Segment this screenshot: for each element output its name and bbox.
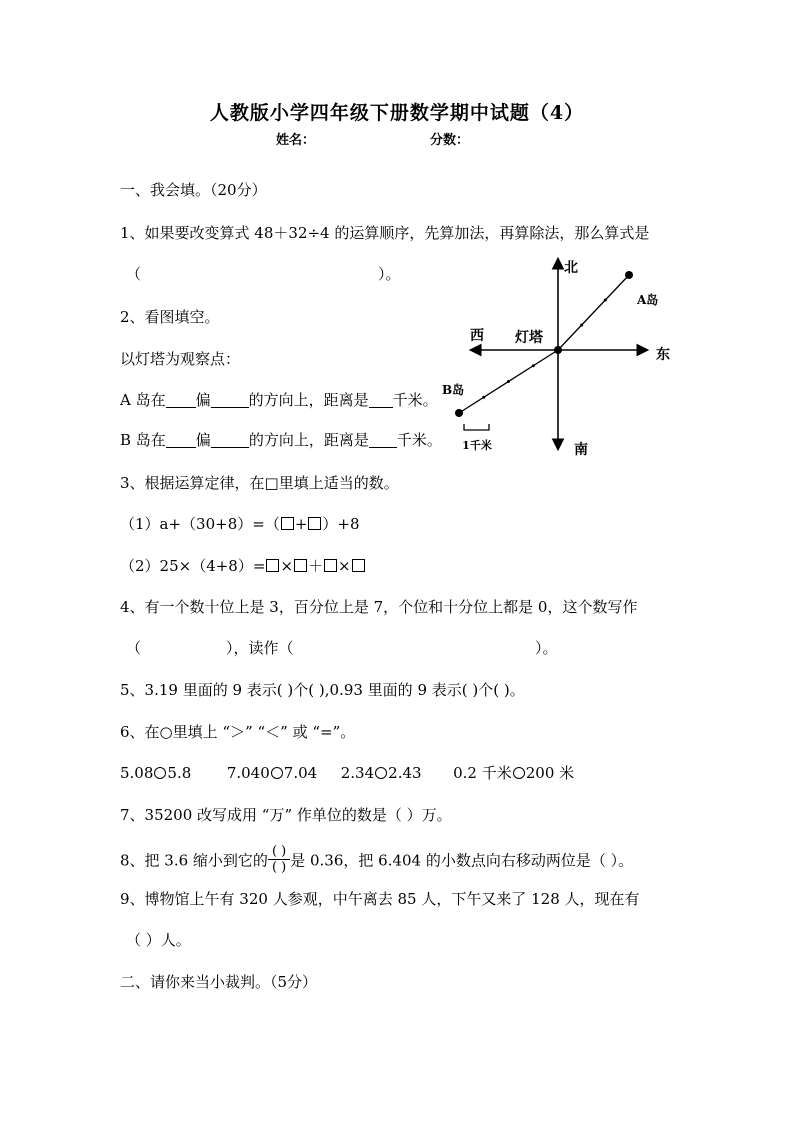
a-tick-2: [604, 299, 607, 302]
island-a-label: A岛: [637, 293, 659, 307]
q3-p1-plus: +: [294, 515, 308, 533]
q4-open: （: [126, 639, 142, 657]
q2-b-dir1-blank[interactable]: [166, 433, 196, 448]
q4-close: ）。: [535, 639, 558, 657]
q4-mid: ），读作（: [226, 639, 294, 657]
q3-p2-times2: ×: [338, 557, 351, 575]
compare-circle[interactable]: [375, 767, 387, 779]
q3-p1-end: ）+8: [322, 515, 360, 533]
answer-box[interactable]: [324, 559, 337, 572]
scale-bar: [464, 424, 489, 430]
q8-fraction-den[interactable]: ( ): [271, 860, 287, 875]
q4-text: 4、有一个数十位上是 3，百分位上是 7，个位和十分位上都是 0，这个数写作: [120, 598, 638, 616]
score-label: 分数：: [430, 133, 470, 148]
q1-text: 1、如果要改变算式 48＋32÷4 的运算顺序，先算加法，再算除法，那么算式是: [120, 224, 650, 242]
answer-box[interactable]: [281, 517, 294, 530]
lighthouse-point: [554, 346, 562, 354]
q6-comparisons: [120, 763, 574, 783]
q6-c3a: 2.34: [340, 764, 375, 782]
page-title: 人教版小学四年级下册数学期中试题（4）: [209, 102, 585, 124]
north-label: 北: [564, 260, 578, 276]
q3-part2: [120, 556, 366, 576]
q2-b-pian: 偏: [195, 431, 211, 449]
q7-text: 7、35200 改写成用 “万” 作单位的数是（ ）万。: [120, 806, 452, 824]
q8-fraction-num[interactable]: ( ): [268, 844, 290, 860]
q2-observation: 以灯塔为观察点：: [120, 350, 241, 368]
south-label: 南: [574, 442, 588, 458]
q9-answer: （ ）人。: [126, 931, 191, 949]
q2-text: 2、看图填空。: [120, 308, 220, 326]
q2-a-suffix: 千米。: [392, 391, 438, 409]
q9-text: 9、博物馆上午有 320 人参观，中午离去 85 人，下午又来了 128 人，现在有: [120, 890, 640, 908]
q8-prefix: 8、把 3.6 缩小到它的: [120, 851, 268, 870]
answer-box[interactable]: [294, 559, 307, 572]
q2-b-suffix: 千米。: [396, 431, 442, 449]
q3-p1-start: （1）a+（30+8）=（: [120, 515, 280, 533]
island-b-point: [455, 409, 463, 417]
q3-part1: [120, 514, 360, 534]
west-label: 西: [470, 328, 484, 344]
answer-box[interactable]: [352, 559, 365, 572]
q3-p2-times1: ×: [280, 557, 294, 575]
island-b-label: B岛: [442, 383, 465, 397]
section1-heading: 一、我会填。（20分）: [120, 181, 267, 199]
compare-circle[interactable]: [513, 767, 525, 779]
q8-suffix: 是 0.36，把 6.404 的小数点向右移动两位是（ ）。: [290, 851, 634, 870]
b-tick-3: [482, 396, 485, 399]
b-tick-2: [507, 380, 510, 383]
q6-c2a: 7.040: [226, 764, 270, 782]
q1-close: ）。: [378, 265, 401, 283]
q2-a-mid: 的方向上，距离是: [248, 391, 369, 409]
b-tick-1: [532, 364, 535, 367]
q2-b-dist-blank[interactable]: [369, 433, 397, 448]
compare-circle[interactable]: [271, 767, 283, 779]
q2-a-dist-blank[interactable]: [369, 393, 393, 408]
answer-box[interactable]: [308, 517, 321, 530]
q3-p2-start: （2）25×（4+8）=: [120, 557, 266, 575]
q2-b-dir2-blank[interactable]: [211, 433, 249, 448]
q2-a-dir1-blank[interactable]: [166, 393, 196, 408]
q5-text: 5、3.19 里面的 9 表示( )个( ),0.93 里面的 9 表示( )个( )。: [120, 681, 525, 699]
lighthouse-to-a-line: [558, 275, 629, 350]
scale-label: 1千米: [462, 439, 492, 452]
q2-a-line: [120, 390, 438, 410]
q2-a-pian: 偏: [195, 391, 211, 409]
q2-a-dir2-blank[interactable]: [211, 393, 249, 408]
q8-fraction: [268, 844, 290, 875]
q6-c1b: 5.8: [167, 764, 192, 782]
answer-box[interactable]: [266, 559, 279, 572]
section2-heading: 二、请你来当小裁判。（5分）: [120, 973, 318, 991]
q2-a-prefix: A 岛在: [120, 391, 166, 409]
q6-text: 6、在○里填上 “＞” “＜” 或 “=”。: [120, 723, 356, 741]
q6-c4b: 200 米: [525, 764, 575, 782]
a-tick-1: [580, 324, 583, 327]
q2-b-prefix: B 岛在: [120, 431, 166, 449]
q8-line: [120, 846, 633, 877]
island-a-point: [625, 271, 633, 279]
q6-c3b: 2.43: [388, 764, 422, 782]
q2-b-mid: 的方向上，距离是: [248, 431, 369, 449]
compare-circle[interactable]: [154, 767, 166, 779]
name-label: 姓名：: [276, 133, 316, 148]
east-label: 东: [656, 347, 670, 363]
q3-p2-plus: ＋: [308, 557, 324, 575]
q3-text: 3、根据运算定律，在□里填上适当的数。: [120, 474, 399, 492]
q1-open: （: [126, 265, 142, 283]
q6-c1a: 5.08: [120, 764, 154, 782]
q6-c2b: 7.04: [283, 764, 318, 782]
lighthouse-label: 灯塔: [515, 330, 543, 346]
q6-c4a: 0.2 千米: [453, 764, 512, 782]
direction-map: [440, 252, 690, 462]
q2-b-line: [120, 430, 442, 450]
